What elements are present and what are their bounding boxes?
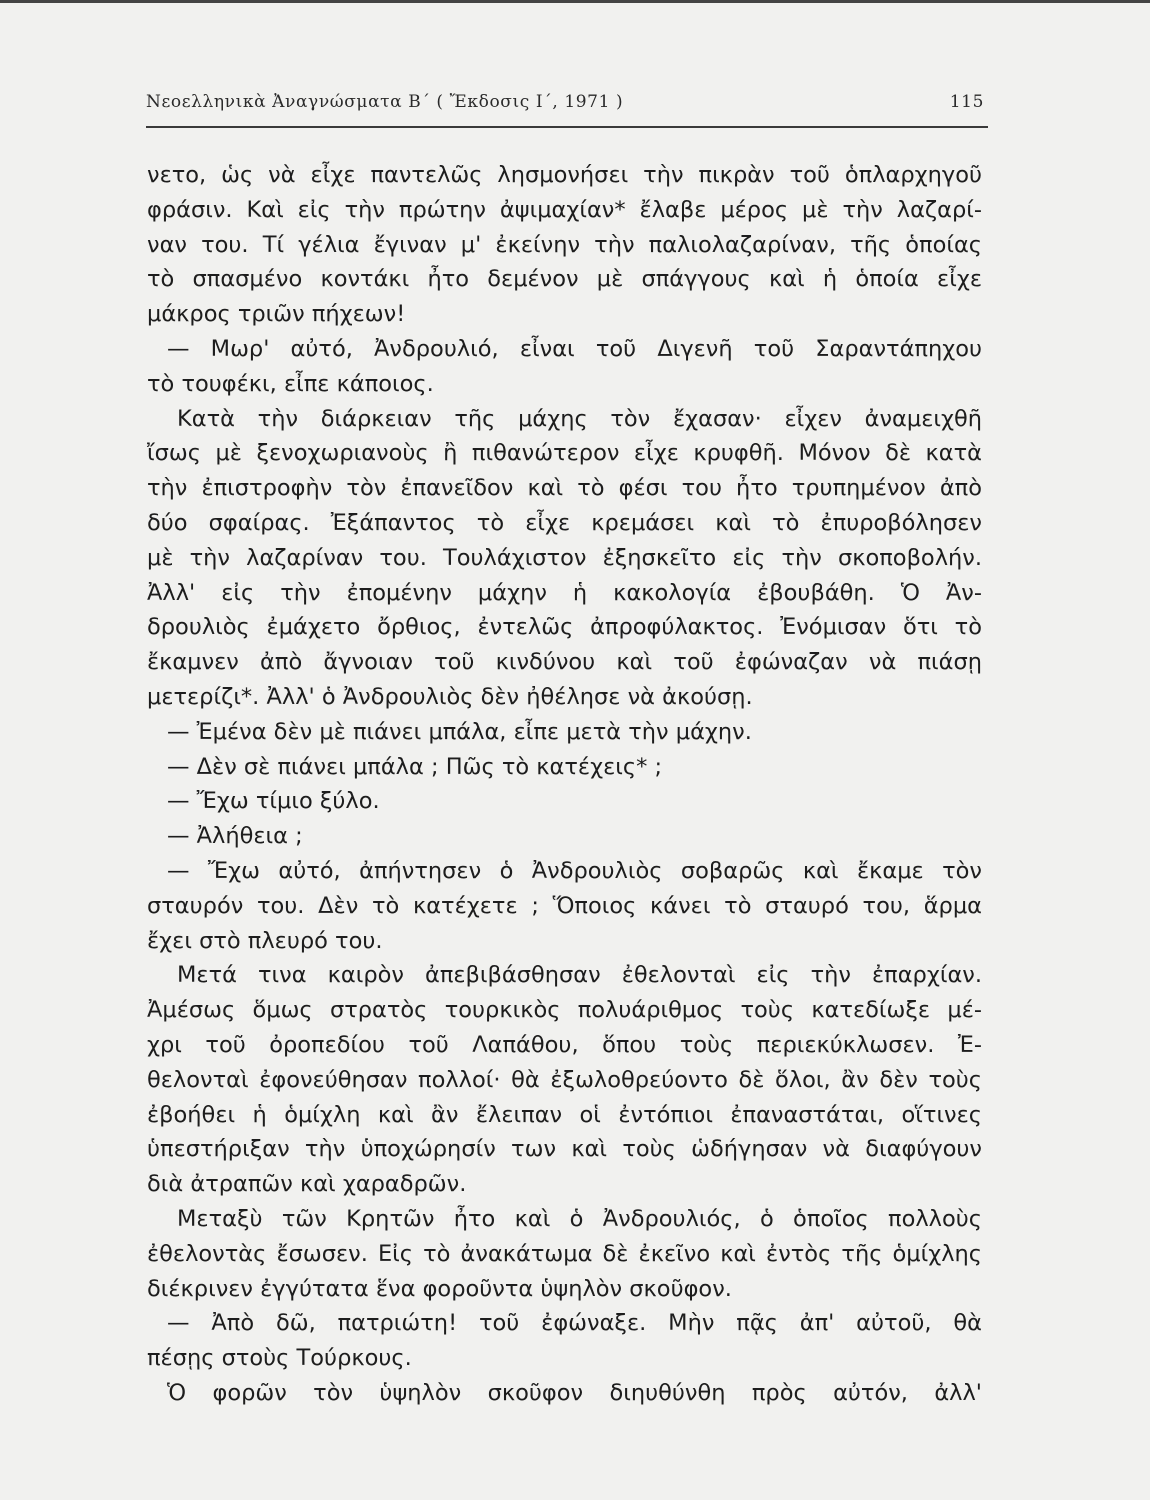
text-line: δύο σφαίρας. Ἐξάπαντος τὸ εἶχε κρεμάσει καὶ τὸ ἐπυροβόλησεν — [147, 509, 982, 536]
dialogue-line: — Ἔχω τίμιο ξύλο. — [167, 788, 380, 815]
text-line: μάκρος τριῶν πήχεων! — [147, 301, 406, 328]
paragraph-start-line: Μετά τινα καιρὸν ἀπεβιβάσθησαν ἐθελονταὶ εἰς τὴν ἐπαρχίαν. — [177, 962, 982, 989]
dialogue-line: — Μωρ' αὐτό, Ἀνδρουλιό, εἶναι τοῦ Διγενῆ τοῦ Σαραντάπηχου — [167, 335, 982, 362]
paragraph-start-line: Κατὰ τὴν διάρκειαν τῆς μάχης τὸν ἔχασαν· εἶχεν ἀναμειχθῆ — [177, 405, 982, 432]
paragraph-start-line: Ὁ φορῶν τὸν ὑψηλὸν σκοῦφον διηυθύνθη πρὸς αὐτόν, ἀλλ' — [167, 1379, 982, 1406]
text-line: νετο, ὡς νὰ εἶχε παντελῶς λησμονήσει τὴν πικρὰν τοῦ ὁπλαρχηγοῦ — [147, 162, 982, 188]
header-rule — [146, 126, 988, 128]
dialogue-line: — Ἔχω αὐτό, ἀπήντησεν ὁ Ἀνδρουλιὸς σοβαρῶς καὶ ἔκαμε τὸν — [167, 857, 982, 884]
text-line: ναν του. Τί γέλια ἔγιναν μ' ἐκείνην τὴν παλιολαζαρίναν, τῆς ὁποίας — [147, 231, 982, 258]
text-line: ὑπεστήριξαν τὴν ὑποχώρησίν των καὶ τοὺς ὡδήγησαν νὰ διαφύγουν — [147, 1136, 982, 1163]
text-line: ἐθελοντὰς ἔσωσεν. Εἰς τὸ ἀνακάτωμα δὲ ἐκεῖνο καὶ ἐντὸς τῆς ὁμίχλης — [147, 1240, 982, 1267]
text-line: ἴσως μὲ ξενοχωριανοὺς ἢ πιθανώτερον εἶχε κρυφθῆ. Μόνον δὲ κατὰ — [147, 440, 982, 467]
dialogue-line: — Ἀλήθεια ; — [167, 823, 303, 850]
running-head — [146, 92, 988, 126]
dialogue-line: — Ἀπὸ δῶ, πατριώτη! τοῦ ἐφώναξε. Μὴν πᾷς ἀπ' αὐτοῦ, θὰ — [167, 1310, 982, 1337]
text-line: ἐβοήθει ἡ ὁμίχλη καὶ ἂν ἔλειπαν οἱ ἐντόπιοι ἐπαναστάται, οἵτινες — [147, 1101, 982, 1128]
text-line: φράσιν. Καὶ εἰς τὴν πρώτην ἀψιμαχίαν* ἔλαβε μέρος μὲ τὴν λαζαρί- — [147, 196, 982, 223]
page-number: 115 — [949, 92, 984, 112]
text-line: πέσῃς στοὺς Τούρκους. — [147, 1345, 412, 1372]
text-line: μετερίζι*. Ἀλλ' ὁ Ἀνδρουλιὸς δὲν ἠθέλησε νὰ ἀκούσῃ. — [147, 683, 753, 710]
text-line: διὰ ἀτραπῶν καὶ χαραδρῶν. — [147, 1171, 467, 1198]
text-line: ἔχει στὸ πλευρό του. — [147, 927, 383, 954]
text-line: Ἀμέσως ὅμως στρατὸς τουρκικὸς πολυάριθμος τοὺς κατεδίωξε μέ- — [147, 997, 982, 1024]
text-line: διέκρινεν ἐγγύτατα ἕνα φοροῦντα ὑψηλὸν σκοῦφον. — [147, 1275, 732, 1302]
text-line: τὸ τουφέκι, εἶπε κάποιος. — [147, 370, 434, 397]
running-head-title: Νεοελληνικὰ Ἀναγνώσματα Β΄ ( Ἔκδοσις Ι΄, 1971 ) — [146, 92, 624, 112]
text-line: μὲ τὴν λαζαρίναν του. Τουλάχιστον ἐξησκεῖτο εἰς τὴν σκοποβολήν. — [147, 544, 982, 571]
text-line: σταυρόν του. Δὲν τὸ κατέχετε ; Ὅποιος κάνει τὸ σταυρό του, ἅρμα — [147, 892, 982, 919]
text-line: τὴν ἐπιστροφὴν τὸν ἐπανεῖδον καὶ τὸ φέσι του ἦτο τρυπημένον ἀπὸ — [147, 475, 982, 502]
text-line: δρουλιὸς ἐμάχετο ὄρθιος, ἐντελῶς ἀπροφύλακτος. Ἐνόμισαν ὅτι τὸ — [147, 614, 982, 641]
dialogue-line: — Δὲν σὲ πιάνει μπάλα ; Πῶς τὸ κατέχεις* ; — [167, 753, 663, 780]
text-line: θελονταὶ ἐφονεύθησαν πολλοί· θὰ ἐξωλοθρεύοντο δὲ ὅλοι, ἂν δὲν τοὺς — [147, 1066, 982, 1093]
text-line: ἔκαμνεν ἀπὸ ἄγνοιαν τοῦ κινδύνου καὶ τοῦ ἐφώναζαν νὰ πιάσῃ — [147, 649, 982, 676]
text-line: τὸ σπασμένο κοντάκι ἦτο δεμένον μὲ σπάγγους καὶ ἡ ὁποία εἶχε — [147, 266, 982, 293]
text-line: Ἀλλ' εἰς τὴν ἐπομένην μάχην ἡ κακολογία ἐβουβάθη. Ὁ Ἀν- — [147, 579, 982, 606]
dialogue-line: — Ἐμένα δὲν μὲ πιάνει μπάλα, εἶπε μετὰ τὴν μάχην. — [167, 718, 752, 745]
paragraph-start-line: Μεταξὺ τῶν Κρητῶν ἦτο καὶ ὁ Ἀνδρουλιός, ὁ ὁποῖος πολλοὺς — [177, 1205, 982, 1232]
text-line: χρι τοῦ ὀροπεδίου τοῦ Λαπάθου, ὅπου τοὺς περιεκύκλωσεν. Ἐ- — [147, 1031, 982, 1058]
scan-edge-rule — [0, 0, 1150, 3]
body-text — [147, 158, 982, 1411]
